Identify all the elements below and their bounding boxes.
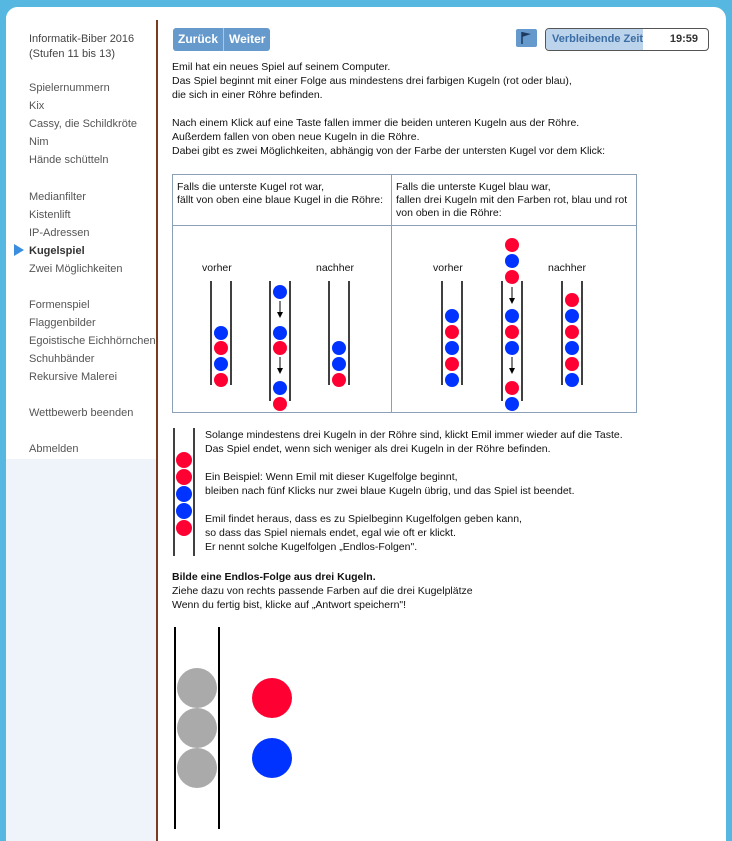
blue-ball — [505, 397, 519, 411]
example-line: Emil findet heraus, dass es zu Spielbeginn Kugelfolgen geben kann, — [205, 513, 522, 525]
red-ball — [505, 238, 519, 252]
tube-before-blue — [442, 281, 462, 387]
blue-ball — [565, 373, 579, 387]
blue-ball — [332, 357, 346, 371]
red-ball — [273, 397, 287, 411]
sidebar-item-schuhbaender[interactable]: Schuhbänder — [29, 353, 95, 365]
blue-ball — [565, 309, 579, 323]
answer-slot-3[interactable] — [177, 748, 217, 788]
logout-link[interactable]: Abmelden — [29, 443, 79, 455]
down-arrow-icon — [277, 368, 283, 374]
sidebar-item-kugelspiel[interactable]: Kugelspiel — [29, 245, 85, 257]
answer-slot-1[interactable] — [177, 668, 217, 708]
sidebar-item-malerei[interactable]: Rekursive Malerei — [29, 371, 118, 383]
task-instruction: Wenn du fertig bist, klicke auf „Antwort speichern"! — [172, 599, 407, 611]
red-ball — [505, 381, 519, 395]
answer-tube — [172, 627, 222, 832]
tube-transition-red — [270, 281, 290, 411]
navigation-toolbar — [173, 28, 270, 51]
sidebar-item-medianfilter[interactable]: Medianfilter — [29, 191, 86, 203]
sidebar-item-cassy[interactable]: Cassy, die Schildkröte — [29, 118, 138, 130]
red-ball — [273, 341, 287, 355]
example-line: so dass das Spiel niemals endet, egal wie oft er klickt. — [205, 527, 456, 539]
blue-ball — [214, 326, 228, 340]
blue-ball — [505, 341, 519, 355]
sidebar-item-nim[interactable]: Nim — [29, 136, 49, 148]
blue-ball — [445, 341, 459, 355]
sidebar-item-ip-adressen[interactable]: IP-Adressen — [29, 227, 90, 239]
red-ball — [505, 325, 519, 339]
sidebar-divider — [156, 20, 158, 841]
red-ball — [332, 373, 346, 387]
flag-button[interactable] — [516, 29, 537, 47]
blue-ball — [176, 486, 192, 502]
blue-ball — [332, 341, 346, 355]
rule-red-text: Falls die unterste Kugel rot war, — [177, 181, 325, 193]
blue-ball — [505, 254, 519, 268]
example-tube — [173, 428, 195, 560]
sidebar — [6, 7, 156, 841]
remaining-time-display — [545, 28, 709, 51]
example-line: Ein Beispiel: Wenn Emil mit dieser Kugelfolge beginnt, — [205, 471, 458, 483]
example-line: Solange mindestens drei Kugeln in der Röhre sind, klickt Emil immer wieder auf die Taste. — [205, 429, 623, 441]
example-line: bleiben nach fünf Klicks nur zwei blaue Kugeln übrig, und das Spiel ist beendet. — [205, 485, 575, 497]
blue-ball — [505, 309, 519, 323]
before-label: vorher — [433, 262, 463, 274]
red-ball — [176, 452, 192, 468]
flag-icon — [516, 29, 537, 47]
red-ball — [176, 520, 192, 536]
tube-transition-blue — [502, 238, 522, 411]
red-ball — [214, 341, 228, 355]
rule-red-text: fällt von oben eine blaue Kugel in die Röhre: — [177, 194, 384, 206]
end-contest-link[interactable]: Wettbewerb beenden — [29, 407, 134, 419]
down-arrow-icon — [509, 368, 515, 374]
contest-level: (Stufen 11 bis 13) — [29, 48, 116, 60]
palette-blue-ball[interactable] — [252, 738, 292, 778]
blue-ball — [214, 357, 228, 371]
after-label: nachher — [548, 262, 586, 274]
sidebar-item-kistenlift[interactable]: Kistenlift — [29, 209, 71, 221]
tube-after-red — [329, 281, 349, 387]
answer-slot-2[interactable] — [177, 708, 217, 748]
task-title: Bilde eine Endlos-Folge aus drei Kugeln. — [172, 571, 376, 583]
down-arrow-icon — [509, 298, 515, 304]
rule-blue-text: Falls die unterste Kugel blau war, — [396, 181, 551, 193]
intro-line: Dabei gibt es zwei Möglichkeiten, abhängig von der Farbe der untersten Kugel vor dem Klick: — [172, 145, 606, 157]
example-line: Das Spiel endet, wenn sich weniger als drei Kugeln in der Röhre befinden. — [205, 443, 551, 455]
back-button[interactable]: Zurück — [178, 32, 219, 46]
blue-ball — [445, 309, 459, 323]
sidebar-item-spielernummern[interactable]: Spielernummern — [29, 82, 110, 94]
palette-red-ball[interactable] — [252, 678, 292, 718]
red-ball — [505, 270, 519, 284]
before-label: vorher — [202, 262, 232, 274]
red-ball — [565, 293, 579, 307]
rule-blue-text: fallen drei Kugeln mit den Farben rot, blau und rot — [396, 194, 628, 206]
remaining-time-label: Verbleibende Zeit — [552, 33, 644, 45]
rule-blue-text: von oben in die Röhre: — [396, 207, 502, 219]
blue-ball — [565, 341, 579, 355]
sidebar-item-haende[interactable]: Hände schütteln — [29, 154, 109, 166]
task-instruction: Ziehe dazu von rechts passende Farben auf die drei Kugelplätze — [172, 585, 473, 597]
intro-line: Nach einem Klick auf eine Taste fallen immer die beiden unteren Kugeln aus der Röhre. — [172, 117, 580, 129]
red-ball — [445, 325, 459, 339]
blue-ball — [273, 285, 287, 299]
intro-line: Außerdem fallen von oben neue Kugeln in die Röhre. — [172, 131, 420, 143]
red-ball — [176, 469, 192, 485]
blue-ball — [176, 503, 192, 519]
after-label: nachher — [316, 262, 354, 274]
remaining-time-value: 19:59 — [669, 33, 698, 45]
rules-illustration — [173, 175, 636, 412]
sidebar-item-formenspiel[interactable]: Formenspiel — [29, 299, 90, 311]
rules-table — [172, 174, 637, 413]
next-button[interactable]: Weiter — [223, 28, 270, 51]
intro-line: Emil hat ein neues Spiel auf seinem Computer. — [172, 61, 391, 73]
contest-title: Informatik-Biber 2016 — [29, 33, 135, 45]
tube-after-blue — [562, 281, 582, 387]
blue-ball — [273, 326, 287, 340]
red-ball — [565, 325, 579, 339]
down-arrow-icon — [277, 312, 283, 318]
sidebar-item-flaggenbilder[interactable]: Flaggenbilder — [29, 317, 96, 329]
example-line: Er nennt solche Kugelfolgen „Endlos-Folgen". — [205, 541, 418, 553]
sidebar-item-zwei-moeglichkeiten[interactable]: Zwei Möglichkeiten — [29, 263, 123, 275]
red-ball — [214, 373, 228, 387]
app-frame — [6, 7, 726, 841]
tube-before-red — [211, 281, 231, 387]
red-ball — [565, 357, 579, 371]
blue-ball — [445, 373, 459, 387]
current-task-arrow-icon — [14, 244, 24, 256]
sidebar-item-eichhoernchen[interactable]: Egoistische Eichhörnchen — [29, 335, 156, 347]
intro-line: Das Spiel beginnt mit einer Folge aus mindestens drei farbigen Kugeln (rot oder blau), — [172, 75, 572, 87]
sidebar-item-kix[interactable]: Kix — [29, 100, 45, 112]
red-ball — [445, 357, 459, 371]
intro-line: die sich in einer Röhre befinden. — [172, 89, 323, 101]
blue-ball — [273, 381, 287, 395]
